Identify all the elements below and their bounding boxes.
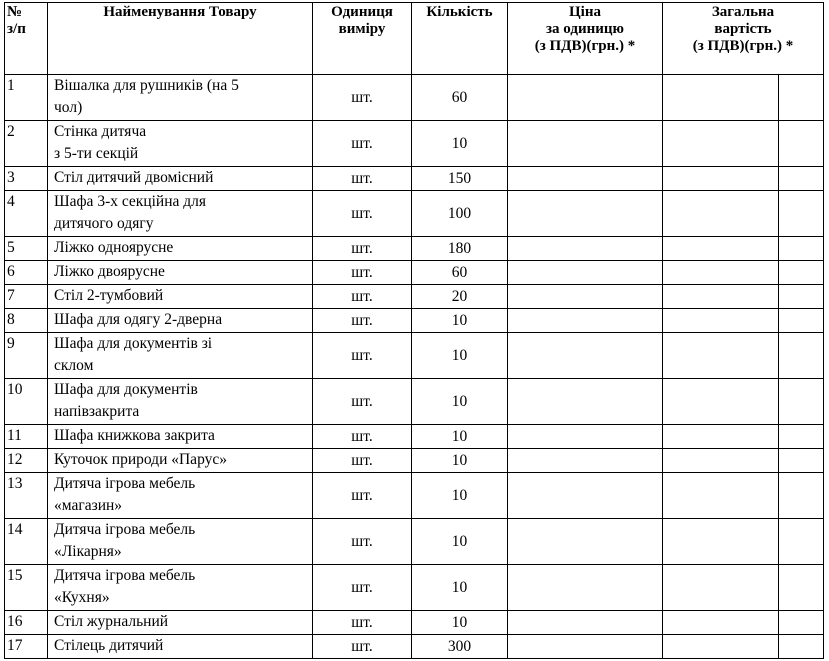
total-cost-cell	[663, 261, 779, 285]
text-line: Шафа для документів	[54, 381, 198, 398]
total-cost-extra-cell	[779, 309, 824, 333]
text-line: Ціна	[569, 4, 601, 20]
header-quantity	[412, 3, 508, 75]
header-number	[5, 3, 48, 75]
product-name	[48, 611, 313, 635]
unit-price-cell	[508, 121, 663, 167]
total-cost-cell	[663, 285, 779, 309]
text-line: Вішалка для рушників (на 5	[54, 77, 239, 94]
unit-of-measure: шт.	[313, 425, 412, 449]
header-total-cost	[663, 3, 824, 75]
product-name	[48, 449, 313, 473]
total-cost-extra-cell	[779, 237, 824, 261]
quantity: 60	[412, 261, 508, 285]
table-row	[5, 261, 824, 285]
text-line: Дитяча ігрова мебель	[54, 521, 196, 538]
total-cost-cell	[663, 519, 779, 565]
text-line: Куточок природи «Парус»	[54, 451, 227, 468]
total-cost-cell	[663, 379, 779, 425]
table-row	[5, 519, 824, 565]
product-name	[48, 379, 313, 425]
unit-of-measure: шт.	[313, 261, 412, 285]
table-row	[5, 167, 824, 191]
total-cost-cell	[663, 449, 779, 473]
unit-of-measure: шт.	[313, 565, 412, 611]
text-line: Шафа для одягу 2-дверна	[54, 311, 223, 328]
unit-of-measure: шт.	[313, 237, 412, 261]
product-name	[48, 285, 313, 309]
row-number: 8	[5, 309, 48, 333]
text-line: склом	[54, 357, 94, 374]
product-name	[48, 261, 313, 285]
table-row	[5, 237, 824, 261]
text-line: дитячого одягу	[54, 215, 154, 232]
quantity: 10	[412, 611, 508, 635]
product-name	[48, 309, 313, 333]
total-cost-extra-cell	[779, 449, 824, 473]
product-name	[48, 425, 313, 449]
header-row	[5, 3, 824, 75]
unit-price-cell	[508, 449, 663, 473]
total-cost-extra-cell	[779, 285, 824, 309]
quantity: 10	[412, 473, 508, 519]
unit-of-measure: шт.	[313, 473, 412, 519]
table-row	[5, 191, 824, 237]
text-line: напівзакрита	[54, 403, 140, 420]
header-product-name	[48, 3, 313, 75]
total-cost-cell	[663, 635, 779, 659]
unit-price-cell	[508, 285, 663, 309]
text-line: Загальна	[711, 4, 775, 20]
text-line: Дитяча ігрова мебель	[54, 567, 196, 584]
row-number: 4	[5, 191, 48, 237]
text-line: «магазин»	[54, 497, 123, 514]
text-line: чол)	[54, 99, 83, 116]
total-cost-extra-cell	[779, 635, 824, 659]
header-unit-price	[508, 3, 663, 75]
goods-table	[4, 2, 824, 659]
product-name	[48, 519, 313, 565]
text-line: Ліжко одноярусне	[54, 239, 174, 256]
unit-price-cell	[508, 565, 663, 611]
text-line: Дитяча ігрова мебель	[54, 475, 196, 492]
table-body	[5, 75, 824, 659]
quantity: 10	[412, 379, 508, 425]
product-name	[48, 237, 313, 261]
text-line: (з ПДВ)(грн.) *	[692, 38, 794, 54]
table-row	[5, 75, 824, 121]
row-number: 17	[5, 635, 48, 659]
unit-price-cell	[508, 237, 663, 261]
row-number: 6	[5, 261, 48, 285]
text-line: Стілець дитячий	[54, 637, 164, 654]
total-cost-cell	[663, 611, 779, 635]
total-cost-extra-cell	[779, 611, 824, 635]
text-line: вартість	[714, 21, 772, 37]
text-line: з 5-ти секцій	[54, 145, 139, 162]
quantity: 20	[412, 285, 508, 309]
header-unit	[313, 3, 412, 75]
unit-of-measure: шт.	[313, 309, 412, 333]
unit-of-measure: шт.	[313, 519, 412, 565]
unit-of-measure: шт.	[313, 75, 412, 121]
quantity: 60	[412, 75, 508, 121]
total-cost-cell	[663, 309, 779, 333]
unit-of-measure: шт.	[313, 635, 412, 659]
product-name	[48, 635, 313, 659]
quantity: 10	[412, 449, 508, 473]
unit-of-measure: шт.	[313, 285, 412, 309]
unit-price-cell	[508, 167, 663, 191]
text-line: Найменування Товару	[103, 4, 257, 20]
text-line: Стінка дитяча	[54, 123, 147, 140]
total-cost-extra-cell	[779, 473, 824, 519]
row-number: 12	[5, 449, 48, 473]
unit-price-cell	[508, 333, 663, 379]
text-line: Ліжко двоярусне	[54, 263, 165, 280]
total-cost-cell	[663, 191, 779, 237]
total-cost-extra-cell	[779, 167, 824, 191]
row-number: 15	[5, 565, 48, 611]
quantity: 10	[412, 333, 508, 379]
product-name	[48, 565, 313, 611]
row-number: 10	[5, 379, 48, 425]
unit-price-cell	[508, 309, 663, 333]
quantity: 180	[412, 237, 508, 261]
total-cost-extra-cell	[779, 565, 824, 611]
total-cost-extra-cell	[779, 379, 824, 425]
quantity: 100	[412, 191, 508, 237]
table-row	[5, 333, 824, 379]
text-line: Стіл журнальний	[54, 613, 169, 630]
text-line: №	[7, 4, 23, 20]
text-line: «Кухня»	[54, 589, 110, 606]
row-number: 3	[5, 167, 48, 191]
total-cost-extra-cell	[779, 191, 824, 237]
total-cost-extra-cell	[779, 333, 824, 379]
row-number: 5	[5, 237, 48, 261]
table-row	[5, 309, 824, 333]
product-name	[48, 473, 313, 519]
quantity: 150	[412, 167, 508, 191]
unit-of-measure: шт.	[313, 167, 412, 191]
text-line: Одиниця	[331, 4, 393, 20]
quantity: 10	[412, 565, 508, 611]
total-cost-extra-cell	[779, 261, 824, 285]
product-name	[48, 121, 313, 167]
unit-price-cell	[508, 611, 663, 635]
row-number: 14	[5, 519, 48, 565]
text-line: Шафа 3-х секційна для	[54, 193, 207, 210]
total-cost-extra-cell	[779, 75, 824, 121]
text-line: виміру	[338, 21, 386, 37]
quantity: 10	[412, 309, 508, 333]
unit-of-measure: шт.	[313, 379, 412, 425]
text-line: «Лікарня»	[54, 543, 122, 560]
table-row	[5, 285, 824, 309]
row-number: 16	[5, 611, 48, 635]
text-line: з/п	[7, 21, 26, 37]
quantity: 10	[412, 121, 508, 167]
text-line: Шафа для документів зі	[54, 335, 213, 352]
quantity: 10	[412, 425, 508, 449]
text-line: (з ПДВ)(грн.) *	[534, 38, 636, 54]
text-line: Кількість	[426, 4, 493, 20]
table-row	[5, 565, 824, 611]
total-cost-cell	[663, 75, 779, 121]
table-row	[5, 449, 824, 473]
text-line: Стіл дитячий двомісний	[54, 169, 214, 186]
total-cost-cell	[663, 425, 779, 449]
unit-price-cell	[508, 473, 663, 519]
total-cost-extra-cell	[779, 519, 824, 565]
row-number: 11	[5, 425, 48, 449]
unit-of-measure: шт.	[313, 611, 412, 635]
unit-price-cell	[508, 379, 663, 425]
table-row	[5, 121, 824, 167]
table-row	[5, 379, 824, 425]
text-line: Стіл 2-тумбовий	[54, 287, 164, 304]
total-cost-cell	[663, 121, 779, 167]
total-cost-cell	[663, 565, 779, 611]
unit-of-measure: шт.	[313, 449, 412, 473]
product-name	[48, 167, 313, 191]
row-number: 1	[5, 75, 48, 121]
row-number: 7	[5, 285, 48, 309]
unit-of-measure: шт.	[313, 333, 412, 379]
table-row	[5, 611, 824, 635]
product-name	[48, 333, 313, 379]
unit-price-cell	[508, 75, 663, 121]
row-number: 2	[5, 121, 48, 167]
unit-price-cell	[508, 425, 663, 449]
total-cost-extra-cell	[779, 121, 824, 167]
unit-price-cell	[508, 261, 663, 285]
quantity: 10	[412, 519, 508, 565]
total-cost-cell	[663, 237, 779, 261]
total-cost-cell	[663, 167, 779, 191]
text-line: за одиницю	[546, 21, 624, 37]
unit-price-cell	[508, 191, 663, 237]
table-row	[5, 425, 824, 449]
unit-of-measure: шт.	[313, 121, 412, 167]
unit-price-cell	[508, 635, 663, 659]
product-name	[48, 191, 313, 237]
product-name	[48, 75, 313, 121]
quantity: 300	[412, 635, 508, 659]
total-cost-cell	[663, 473, 779, 519]
total-cost-extra-cell	[779, 425, 824, 449]
row-number: 9	[5, 333, 48, 379]
table-row	[5, 473, 824, 519]
unit-of-measure: шт.	[313, 191, 412, 237]
text-line: Шафа книжкова закрита	[54, 427, 215, 444]
row-number: 13	[5, 473, 48, 519]
unit-price-cell	[508, 519, 663, 565]
table-row	[5, 635, 824, 659]
total-cost-cell	[663, 333, 779, 379]
